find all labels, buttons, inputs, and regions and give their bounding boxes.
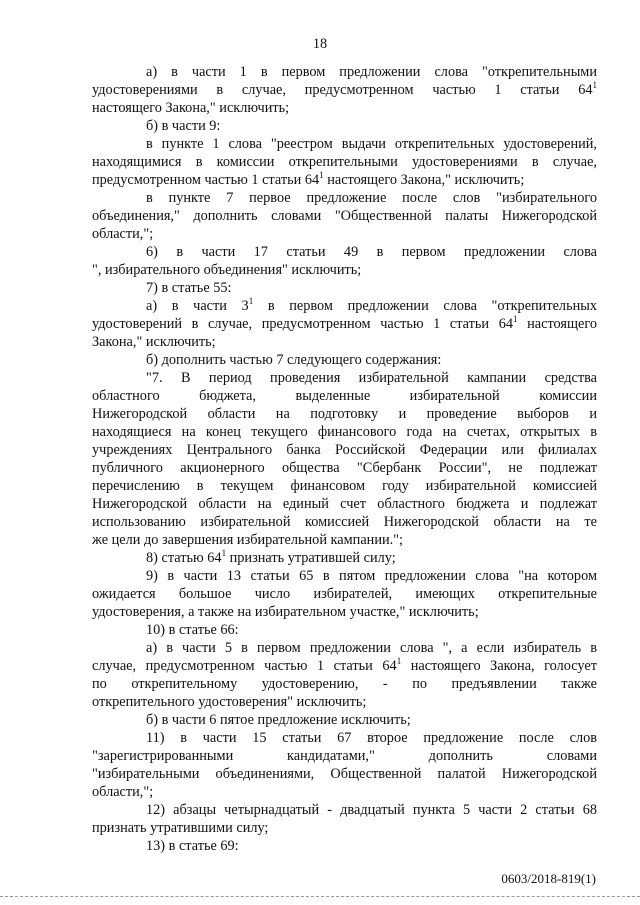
page-bottom-edge xyxy=(0,896,640,898)
text-line: открепительного удостоверения" исключить; xyxy=(92,694,367,710)
text-line: перечислению в текущем финансовом году избирательной комиссией xyxy=(92,478,597,494)
text-line: 8) статью $64^1$ признать утратившей силу; xyxy=(146,549,396,566)
text-line: а) в части 5 в первом предложении слова ", а если избиратель в xyxy=(146,640,597,656)
text-line: в пункте 1 слова "реестром выдачи открепительных удостоверений, xyxy=(146,136,597,152)
text-line: Нижегородской области на подготовку и проведение выборов и xyxy=(92,406,597,422)
text-line: области,"; xyxy=(92,226,154,242)
text-line: б) дополнить частью 7 следующего содержания: xyxy=(146,352,442,368)
page-number: 18 xyxy=(312,36,328,52)
text-line: ", избирательного объединения" исключить; xyxy=(92,262,362,278)
text-line: "зарегистрированными кандидатами," дополнить словами xyxy=(92,748,597,764)
text-line: "7. В период проведения избирательной кампании средства xyxy=(146,370,597,386)
text-line: "избирательными объединениями, Общественной палатой Нижегородской xyxy=(92,766,597,782)
text-line: б) в части 9: xyxy=(146,118,221,134)
text-line: по открепительному удостоверению, - по предъявлении также xyxy=(92,676,597,692)
text-line: настоящего Закона," исключить; xyxy=(92,100,290,116)
text-line: 7) в статье 55: xyxy=(146,280,232,296)
text-line: 9) в части 13 статьи 65 в пятом предложении слова "на котором xyxy=(146,568,597,584)
text-line: признать утратившими силу; xyxy=(92,820,269,836)
text-line: предусмотренном частью 1 статьи $64^1$ настоящего Закона," исключить; xyxy=(92,171,525,188)
document-code: 0603/2018-819(1) xyxy=(501,871,596,886)
text-line: использованию избирательной комиссией Нижегородской области на те xyxy=(92,514,597,530)
text-line: 6) в части 17 статьи 49 в первом предложении слова xyxy=(146,244,597,260)
text-line: объединения," дополнить словами "Общественной палаты Нижегородской xyxy=(92,208,597,224)
text-line: области,"; xyxy=(92,784,154,800)
text-line: 13) в статье 69: xyxy=(146,838,239,854)
text-line: удостоверения, а также на избирательном участке," исключить; xyxy=(92,604,479,620)
text-line: Закона," исключить; xyxy=(92,334,216,350)
text-line: 12) абзацы четырнадцатый - двадцатый пункта 5 части 2 статьи 68 xyxy=(146,802,597,818)
text-line: а) в части 1 в первом предложении слова "открепительными xyxy=(146,64,597,80)
text-line: удостоверений в случае, предусмотренном частью 1 статьи $64^1$ настоящего xyxy=(92,315,597,332)
text-line: случае, предусмотренном частью 1 статьи $64^1$ настоящего Закона, голосует xyxy=(92,657,597,674)
text-line: а) в части $3^1$ в первом предложении слова "открепительных xyxy=(146,297,597,314)
text-line: 10) в статье 66: xyxy=(146,622,239,638)
text-line: публичного акционерного общества "Сбербанк России", не подлежат xyxy=(92,460,597,476)
text-line: областного бюджета, выделенные избирательной комиссии xyxy=(92,388,597,404)
text-line: находящимися в комиссии открепительными удостоверениями в случае, xyxy=(92,154,597,170)
text-line: удостоверениями в случае, предусмотренном частью 1 статьи $64^1$ xyxy=(92,81,597,98)
text-line: 11) в части 15 статьи 67 второе предложение после слов xyxy=(146,730,597,746)
text-line: в пункте 7 первое предложение после слов "избирательного xyxy=(146,190,597,206)
text-line: ожидается большое число избирателей, имеющих открепительные xyxy=(92,586,597,602)
text-line: Нижегородской области на единый счет областного бюджета и подлежат xyxy=(92,496,597,512)
text-line: б) в части 6 пятое предложение исключить; xyxy=(146,712,411,728)
text-line: же цели до завершения избирательной кампании."; xyxy=(92,532,403,548)
text-line: находящиеся на конец текущего финансового года на счетах, открытых в xyxy=(92,424,597,440)
text-line: учреждениях Центрального банка Российской Федерации или филиалах xyxy=(92,442,597,458)
